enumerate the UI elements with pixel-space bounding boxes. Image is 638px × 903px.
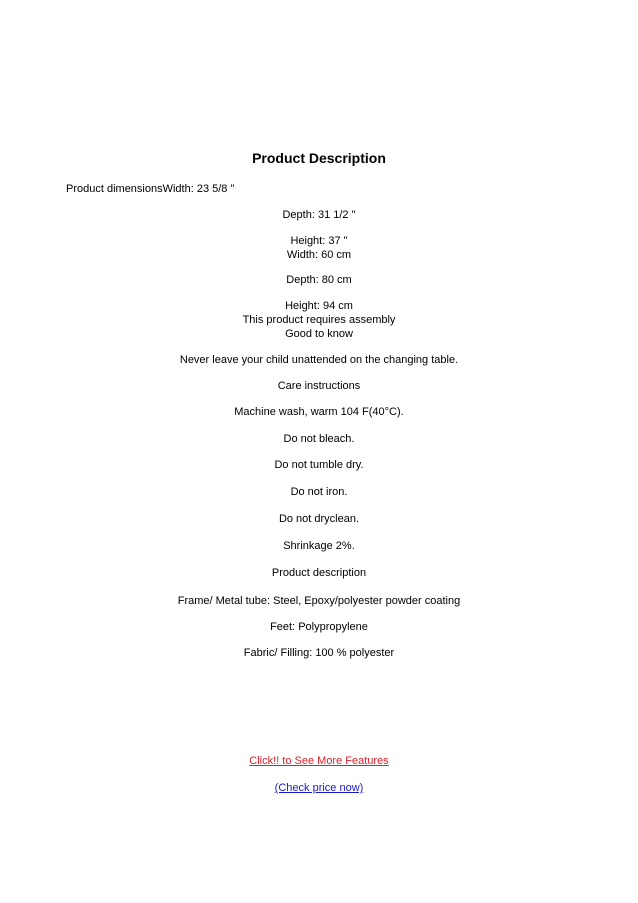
more-features-link[interactable]: Click!! to See More Features (249, 755, 389, 767)
care-no-dryclean: Do not dryclean. (278, 513, 360, 525)
material-frame: Frame/ Metal tube: Steel, Epoxy/polyester powder coating (177, 595, 461, 607)
depth-cm: Depth: 80 cm (286, 274, 352, 286)
material-fabric: Fabric/ Filling: 100 % polyester (243, 647, 395, 659)
height-cm: Height: 94 cm (285, 300, 353, 312)
product-description-heading: Product Description (252, 150, 386, 166)
material-feet: Feet: Polypropylene (270, 621, 368, 633)
care-no-bleach: Do not bleach. (283, 433, 355, 445)
width-cm: Width: 60 cm (286, 249, 352, 261)
assembly-note: This product requires assembly (242, 314, 396, 326)
care-instructions-heading: Care instructions (277, 380, 361, 392)
dimensions-width-inches: Product dimensionsWidth: 23 5/8 " (66, 183, 235, 195)
depth-inches: Depth: 31 1/2 " (282, 209, 356, 221)
safety-warning: Never leave your child unattended on the changing table. (179, 354, 459, 366)
check-price-link[interactable]: (Check price now) (274, 782, 364, 794)
care-machine-wash: Machine wash, warm 104 F(40°C). (234, 406, 404, 418)
care-no-tumble-dry: Do not tumble dry. (274, 459, 364, 471)
care-no-iron: Do not iron. (290, 486, 348, 498)
height-inches: Height: 37 " (290, 235, 348, 247)
good-to-know-heading: Good to know (285, 328, 353, 340)
care-shrinkage: Shrinkage 2%. (283, 540, 355, 552)
product-description-subheading: Product description (271, 567, 367, 579)
